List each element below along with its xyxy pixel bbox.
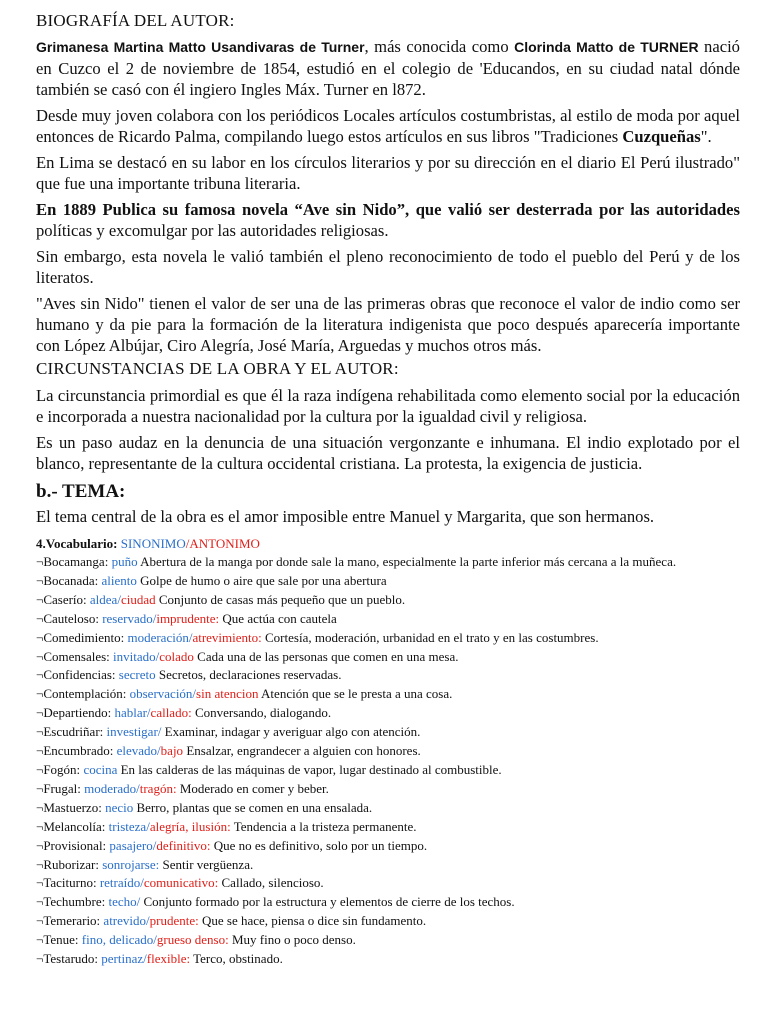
vocabulary-item: [36, 553, 740, 572]
vocab-term: ¬Bocanada:: [36, 572, 102, 588]
vocab-antonym: tragón:: [139, 780, 177, 796]
vocab-antonym: prudente:: [149, 913, 199, 929]
vocab-synonym: fino, delicado/: [81, 932, 157, 948]
vocab-term: ¬Testarudo:: [36, 951, 102, 967]
vocab-definition: Conjunto de casas más pequeño que un pueblo.: [155, 591, 406, 607]
vocabulary-item: [36, 761, 740, 780]
vocab-term: ¬Encumbrado:: [36, 743, 117, 759]
vocabulary-item: [36, 742, 740, 761]
vocab-synonym: techo/: [108, 894, 141, 910]
bio-paragraph-2: Desde muy joven colabora con los periódicos Locales artículos costumbristas, al estilo de moda por aquel entonces de Ricardo Palma, compilando luego estos artículos en sus libros "Tradiciones Cuzqueñas".: [36, 106, 740, 146]
vocab-definition: Abertura de la manga por donde sale la mano, especialmente la parte inferior más cercana a la muñeca.: [137, 554, 677, 569]
vocab-antonym: comunicativo:: [143, 875, 219, 891]
bio-paragraph-6: "Aves sin Nido" tienen el valor de ser una de las primeras obras que reconoce el valor de indio como ser humano y da pie para la formación de la literatura indigenista que poco después aparecería importante con López Albújar, Ciro Alegría, José María, Arguedas y muchos otros más.: [36, 294, 740, 355]
tema-paragraph: El tema central de la obra es el amor imposible entre Manuel y Margarita, que son hermanos.: [36, 507, 655, 526]
vocabulary-item: [36, 912, 740, 931]
vocabulary-list: [36, 553, 740, 969]
vocab-definition: Cortesía, moderación, urbanidad en el trato y en las costumbres.: [261, 629, 599, 645]
vocab-antonym: callado:: [150, 705, 192, 721]
vocabulary-item: [36, 893, 740, 912]
vocab-definition: Atención que se le presta a una cosa.: [258, 686, 453, 702]
vocabulary-item: [36, 856, 740, 875]
circ-paragraph-2: Es un paso audaz en la denuncia de una situación vergonzante e inhumana. El indio explotado por el blanco, representante de la cultura occidental cristiana. La protesta, la exigencia de justicia.: [36, 433, 740, 473]
vocab-synonym: necio: [105, 799, 134, 815]
vocab-term: ¬Tenue:: [36, 932, 82, 948]
vocabulary-item: [36, 629, 740, 648]
vocab-definition: Que se hace, piensa o dice sin fundamento.: [198, 913, 427, 929]
vocabulary-item: [36, 780, 740, 799]
vocab-synonym: pasajero/: [109, 837, 157, 853]
vocab-term: ¬Taciturno:: [36, 875, 100, 891]
vocab-term: ¬Contemplación:: [36, 686, 130, 702]
vocabulary-item: [36, 818, 740, 837]
vocab-antonym: definitivo:: [156, 837, 211, 853]
vocab-term: ¬Ruborizar:: [36, 856, 103, 872]
vocabulary-item: [36, 648, 740, 667]
vocab-antonym: grueso denso:: [156, 932, 229, 948]
bio-paragraph-1: Grimanesa Martina Matto Usandivaras de Turner, más conocida como Clorinda Matto de TURNER nació en Cuzco el 2 de noviembre de 1854, estudió en el colegio de 'Educandos, en su ciudad natal dónde también se casó con él ingiero Ingles Máx. Turner en l872.: [36, 37, 740, 99]
vocabulary-item: [36, 837, 740, 856]
circ-paragraph-1: La circunstancia primordial es que él la raza indígena rehabilitada como elemento social por la educación e incorporada a nuestra nacionalidad por la cultura por la igualdad civil y religiosa.: [36, 386, 740, 426]
vocab-synonym: hablar/: [114, 705, 151, 721]
vocab-definition: Secretos, declaraciones reservadas.: [155, 667, 342, 683]
vocab-term: ¬Escudriñar:: [36, 724, 107, 740]
section-heading-tema: b.- TEMA:: [36, 481, 126, 502]
vocabulary-item: [36, 931, 740, 950]
vocab-synonym: atrevido/: [103, 913, 150, 929]
vocab-definition: Callado, silencioso.: [218, 875, 324, 891]
vocab-antonym: bajo: [160, 743, 184, 759]
vocab-synonym: reservado/: [102, 610, 157, 626]
vocab-synonym: moderación/: [127, 629, 193, 645]
vocab-antonym: colado: [159, 648, 194, 664]
vocab-definition: Terco, obstinado.: [190, 951, 283, 967]
vocab-definition: Berro, plantas que se comen en una ensalada.: [133, 799, 373, 815]
vocabulary-item: [36, 666, 740, 685]
vocab-term: ¬Mastuerzo:: [36, 799, 106, 815]
vocab-antonym: imprudente:: [156, 610, 220, 626]
vocab-synonym: secreto: [118, 667, 156, 683]
vocab-definition: Moderado en comer y beber.: [176, 780, 329, 796]
vocab-definition: Que no es definitivo, solo por un tiempo.: [210, 837, 428, 853]
vocab-antonym: alegría, ilusión:: [149, 818, 231, 834]
vocabulary-item: [36, 591, 740, 610]
vocabulary-item: [36, 799, 740, 818]
vocabulary-item: [36, 685, 740, 704]
author-pen-name: Clorinda Matto de TURNER: [514, 39, 699, 55]
vocab-antonym: flexible:: [146, 951, 191, 967]
vocab-definition: Ensalzar, engrandecer a alguien con honores.: [183, 743, 421, 759]
vocab-term: ¬Comensales:: [36, 648, 114, 664]
vocab-synonym: retraído/: [99, 875, 144, 891]
bold-publication-statement: En 1889 Publica su famosa novela “Ave sin Nido”, que valió ser desterrada por las autoridades: [36, 200, 740, 219]
vocab-definition: Conjunto formado por la estructura y elementos de cierre de los techos.: [140, 894, 515, 910]
vocabulary-item: [36, 723, 740, 742]
vocab-synonym: elevado/: [116, 743, 161, 759]
section-heading-biografia: BIOGRAFÍA DEL AUTOR:: [36, 11, 235, 30]
vocab-definition: Golpe de humo o aire que sale por una abertura: [136, 572, 387, 588]
vocab-antonym: ciudad: [120, 591, 156, 607]
vocab-synonym: aliento: [101, 572, 137, 588]
vocab-synonym: moderado/: [84, 780, 140, 796]
vocab-synonym: investigar/: [106, 724, 162, 740]
vocab-synonym: puño: [111, 554, 138, 569]
vocab-term: ¬Temerario:: [36, 913, 104, 929]
vocab-antonym: atrevimiento:: [192, 629, 262, 645]
vocab-definition: Conversando, dialogando.: [191, 705, 332, 721]
vocab-synonym: observación/: [129, 686, 197, 702]
vocab-antonym: sin atencion: [196, 686, 259, 702]
vocab-term: ¬Caserío:: [36, 591, 90, 607]
vocab-term: ¬Techumbre:: [36, 894, 109, 910]
bio-paragraph-3: En Lima se destacó en su labor en los círculos literarios y por su dirección en el diario El Perú ilustrado" que fue una importante tribuna literaria.: [36, 153, 740, 193]
vocab-synonym: aldea/: [89, 591, 121, 607]
vocabulary-item: [36, 610, 740, 629]
vocab-term: ¬Confidencias:: [36, 667, 119, 683]
vocab-synonym: pertinaz/: [101, 951, 147, 967]
vocab-definition: Tendencia a la tristeza permanente.: [230, 818, 417, 834]
vocab-definition: Cada una de las personas que comen en una mesa.: [193, 648, 459, 664]
vocab-term: ¬Fogón:: [36, 761, 84, 777]
vocab-term: ¬Frugal:: [36, 780, 85, 796]
vocab-term: ¬Departiendo:: [36, 705, 115, 721]
vocabulary-item: [36, 572, 740, 591]
vocab-definition: En las calderas de las máquinas de vapor, lugar destinado al combustible.: [117, 761, 502, 777]
vocab-definition: Examinar, indagar y averiguar algo con atención.: [161, 724, 421, 740]
vocab-term: ¬Melancolía:: [36, 818, 109, 834]
vocab-definition: Muy fino o poco denso.: [228, 932, 356, 948]
vocab-synonym: sonrojarse:: [102, 856, 160, 872]
vocab-synonym: invitado/: [113, 648, 160, 664]
vocabulary-item: [36, 874, 740, 893]
vocabulary-heading: 4.Vocabulario: SINONIMO/ANTONIMO: [36, 536, 260, 551]
vocabulary-item: [36, 704, 740, 723]
vocab-synonym: cocina: [83, 761, 118, 777]
bio-paragraph-4: En 1889 Publica su famosa novela “Ave sin Nido”, que valió ser desterrada por las autoridades políticas y excomulgar por las autoridades religiosas.: [36, 200, 740, 240]
vocab-term: ¬Comedimiento:: [36, 629, 128, 645]
section-heading-circunstancias: CIRCUNSTANCIAS DE LA OBRA Y EL AUTOR:: [36, 359, 399, 378]
bio-paragraph-5: Sin embargo, esta novela le valió también el pleno reconocimiento de todo el pueblo del Perú y de los literatos.: [36, 247, 740, 287]
author-full-name: Grimanesa Martina Matto Usandivaras de Turner: [36, 39, 365, 55]
vocab-term: ¬Cauteloso:: [36, 610, 103, 626]
vocab-term: ¬Bocamanga:: [36, 554, 112, 569]
vocab-definition: Que actúa con cautela: [219, 610, 337, 626]
vocab-definition: Sentir vergüenza.: [159, 856, 254, 872]
vocab-synonym: tristeza/: [108, 818, 150, 834]
vocabulary-item: [36, 950, 740, 969]
vocab-term: ¬Provisional:: [36, 837, 110, 853]
